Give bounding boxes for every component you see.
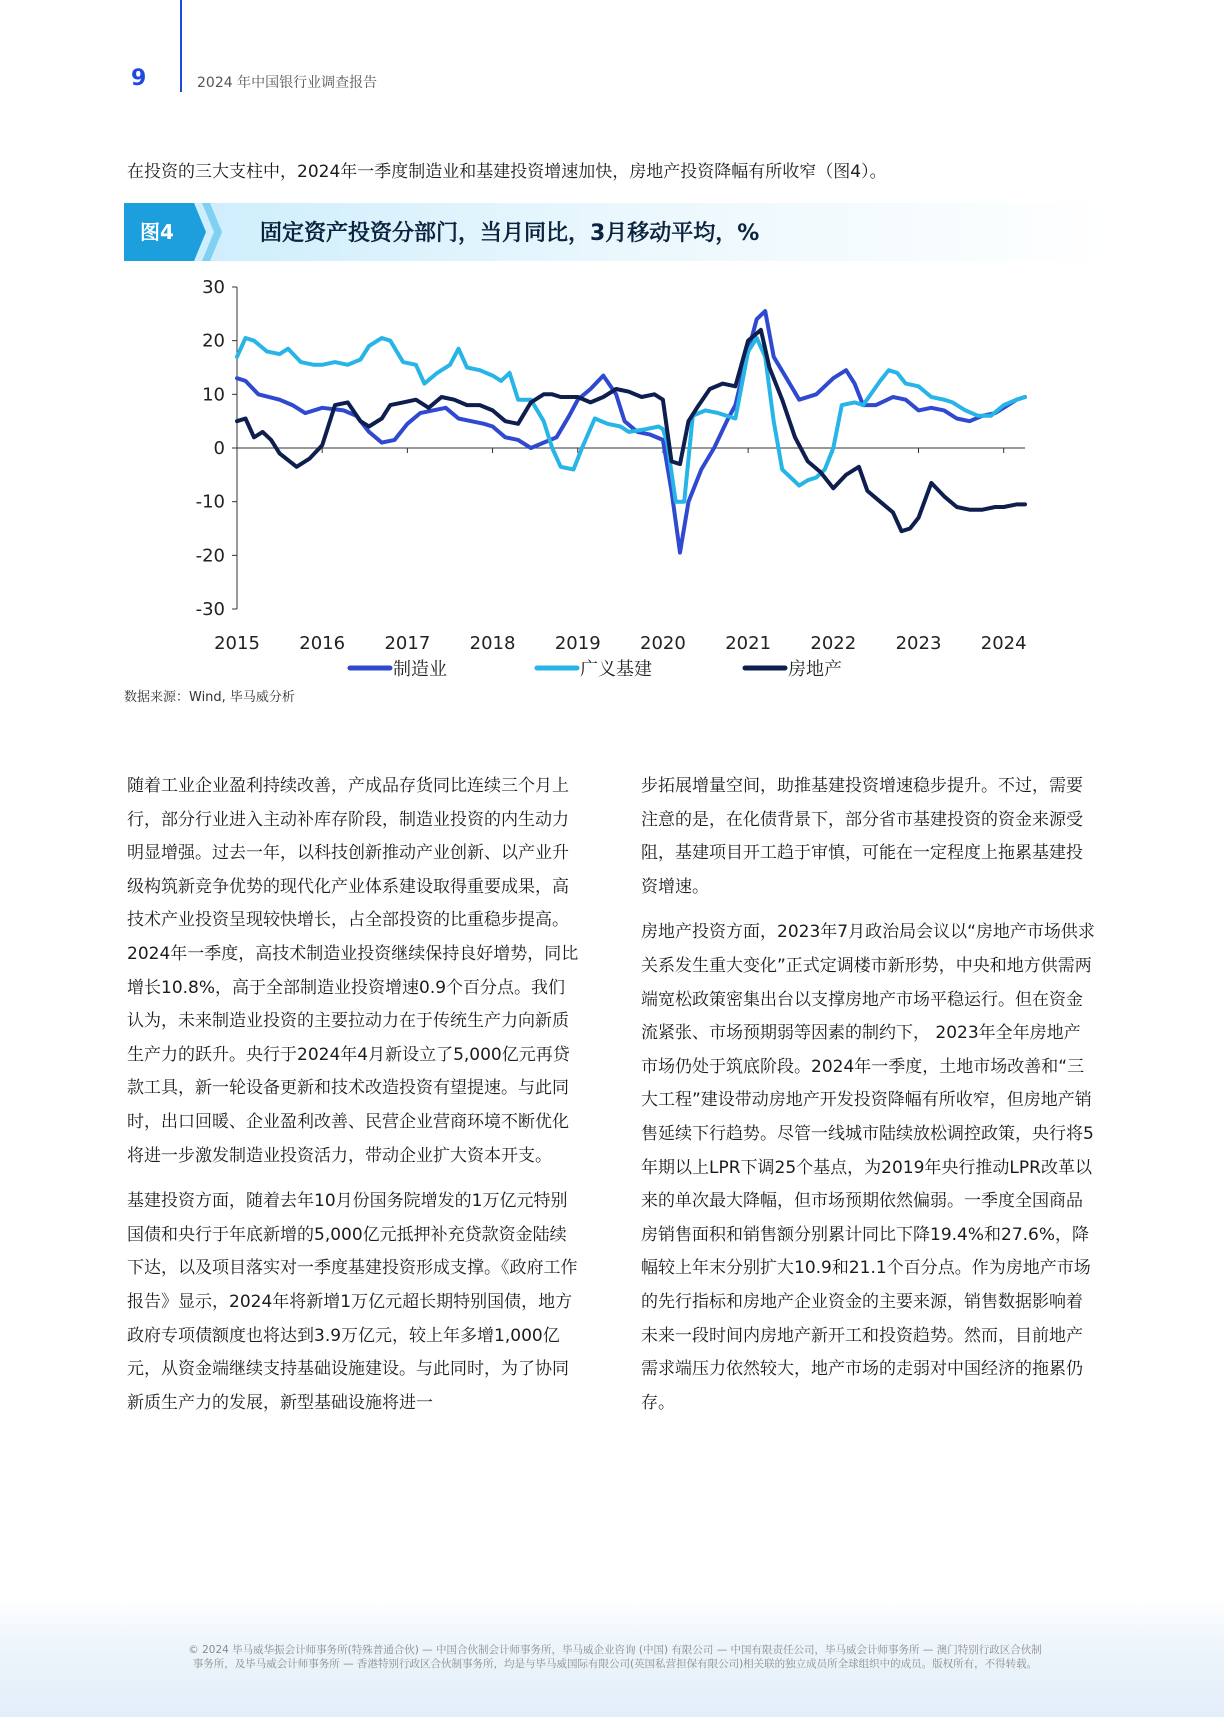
x-tick-label: 2015 [214, 633, 260, 654]
line-chart [180, 270, 1060, 680]
paragraph-real-estate: 房地产投资方面，2023年7月政治局会议以“房地产市场供求关系发生重大变化”正式定调楼市新形势，中央和地方供需两端宽松政策密集出台以支撑房地产市场平稳运行。但在资金流紧张、市场预期弱等因素的制约下， 2023年全年房地产市场仍处于筑底阶段。2024年一季度，土地市场改善和“三大工程”建设带动房地产开发投资降幅有所收窄，但房地产销售延续下行趋势。尽管一线城市陆续放松调控政策，央行将5年期以上LPR下调25个基点，为2019年央行推动LPR改革以来的单次最大降幅，但市场预期依然偏弱。一季度全国商品房销售面积和销售额分别累计同比下降19.4%和27.6%，降幅较上年末分别扩大10.9和21.1个百分点。作为房地产市场的先行指标和房地产企业资金的主要来源，销售数据影响着未来一段时间内房地产新开工和投资趋势。然而，目前地产需求端压力依然较大，地产市场的走弱对中国经济的拖累仍存。 [641, 922, 1095, 1413]
y-tick-label: 30 [202, 277, 225, 298]
figure-source: 数据来源：Wind, 毕马威分析 [124, 690, 295, 705]
y-tick-label: -10 [195, 491, 225, 513]
left-column [127, 770, 582, 1432]
x-tick-label: 2019 [554, 633, 601, 654]
report-title: 2024 年中国银行业调查报告 [197, 75, 378, 91]
page-number: 9 [131, 66, 147, 91]
legend-label-1: 制造业 [393, 659, 447, 680]
y-tick-label: -30 [195, 599, 225, 620]
y-tick-label: -20 [195, 545, 225, 567]
series-line-2 [237, 338, 1025, 502]
header-divider [180, 0, 182, 92]
x-tick-label: 2017 [384, 633, 431, 654]
paragraph-infrastructure: 基建投资方面，随着去年10月份国务院增发的1万亿元特别国债和央行于年底新增的5,000亿元抵押补充贷款资金陆续下达，以及项目落实对一季度基建投资形成支撑。《政府工作报告》显示，2024年将新增1万亿元超长期特别国债，地方政府专项债额度也将达到3.9万亿元，较上年多增1,000亿元，从资金端继续支持基础设施建设。与此同时，为了协同新质生产力的发展，新型基础设施将进一 [127, 1191, 578, 1413]
paragraph-manufacturing: 随着工业企业盈利持续改善，产成品存货同比连续三个月上行，部分行业进入主动补库存阶段，制造业投资的内生动力明显增强。过去一年，以科技创新推动产业创新、以产业升级构筑新竞争优势的现代化产业体系建设取得重要成果，高技术产业投资呈现较快增长，占全部投资的比重稳步提高。2024年一季度，高技术制造业投资继续保持良好增势，同比增长10.8%，高于全部制造业投资增速0.9个百分点。我们认为，未来制造业投资的主要拉动力在于传统生产力向新质生产力的跃升。央行于2024年4月新设立了5,000亿元再贷款工具，新一轮设备更新和技术改造投资有望提速。与此同时，出口回暖、企业盈利改善、民营企业营商环境不断优化将进一步激发制造业投资活力，带动企业扩大资本开支。 [127, 776, 579, 1166]
legend-label-3: 房地产 [788, 659, 842, 680]
y-tick-label: 20 [202, 330, 225, 352]
x-tick-label: 2021 [725, 633, 772, 654]
y-tick-label: 10 [202, 384, 225, 406]
y-tick-label: 0 [213, 438, 225, 459]
figure-label: 图4 [140, 220, 174, 244]
x-tick-label: 2018 [469, 633, 516, 654]
footer-copyright: © 2024 毕马威华振会计师事务所(特殊普通合伙) — 中国合伙制会计师事务所，毕马威企业咨询 (中国) 有限公司 — 中国有限责任公司，毕马威会计师事务所 — 澳门特别行政区合伙制事务所，及毕马威会计师事务所 — 香港特别行政区合伙制事务所，均是与毕马威国际有限公司(英国私营担保有限公司)相关联的独立成员所全球组织中的成员。版权所有，不得转载。 [188, 1644, 1042, 1670]
legend-label-2: 广义基建 [580, 659, 652, 680]
x-tick-label: 2022 [810, 633, 857, 654]
x-tick-label: 2016 [299, 633, 346, 654]
paragraph-infrastructure-cont: 步拓展增量空间，助推基建投资增速稳步提升。不过，需要注意的是，在化债背景下，部分省市基建投资的资金来源受阻，基建项目开工趋于审慎，可能在一定程度上拖累基建投资增速。 [641, 776, 1083, 897]
figure-title: 固定资产投资分部门，当月同比，3月移动平均，% [260, 221, 760, 246]
intro-sentence: 在投资的三大支柱中，2024年一季度制造业和基建投资增速加快，房地产投资降幅有所收窄（图4）。 [127, 162, 887, 182]
x-tick-label: 2020 [640, 633, 686, 654]
x-tick-label: 2023 [895, 633, 942, 654]
x-tick-label: 2024 [980, 633, 1027, 654]
right-column [641, 770, 1096, 1432]
